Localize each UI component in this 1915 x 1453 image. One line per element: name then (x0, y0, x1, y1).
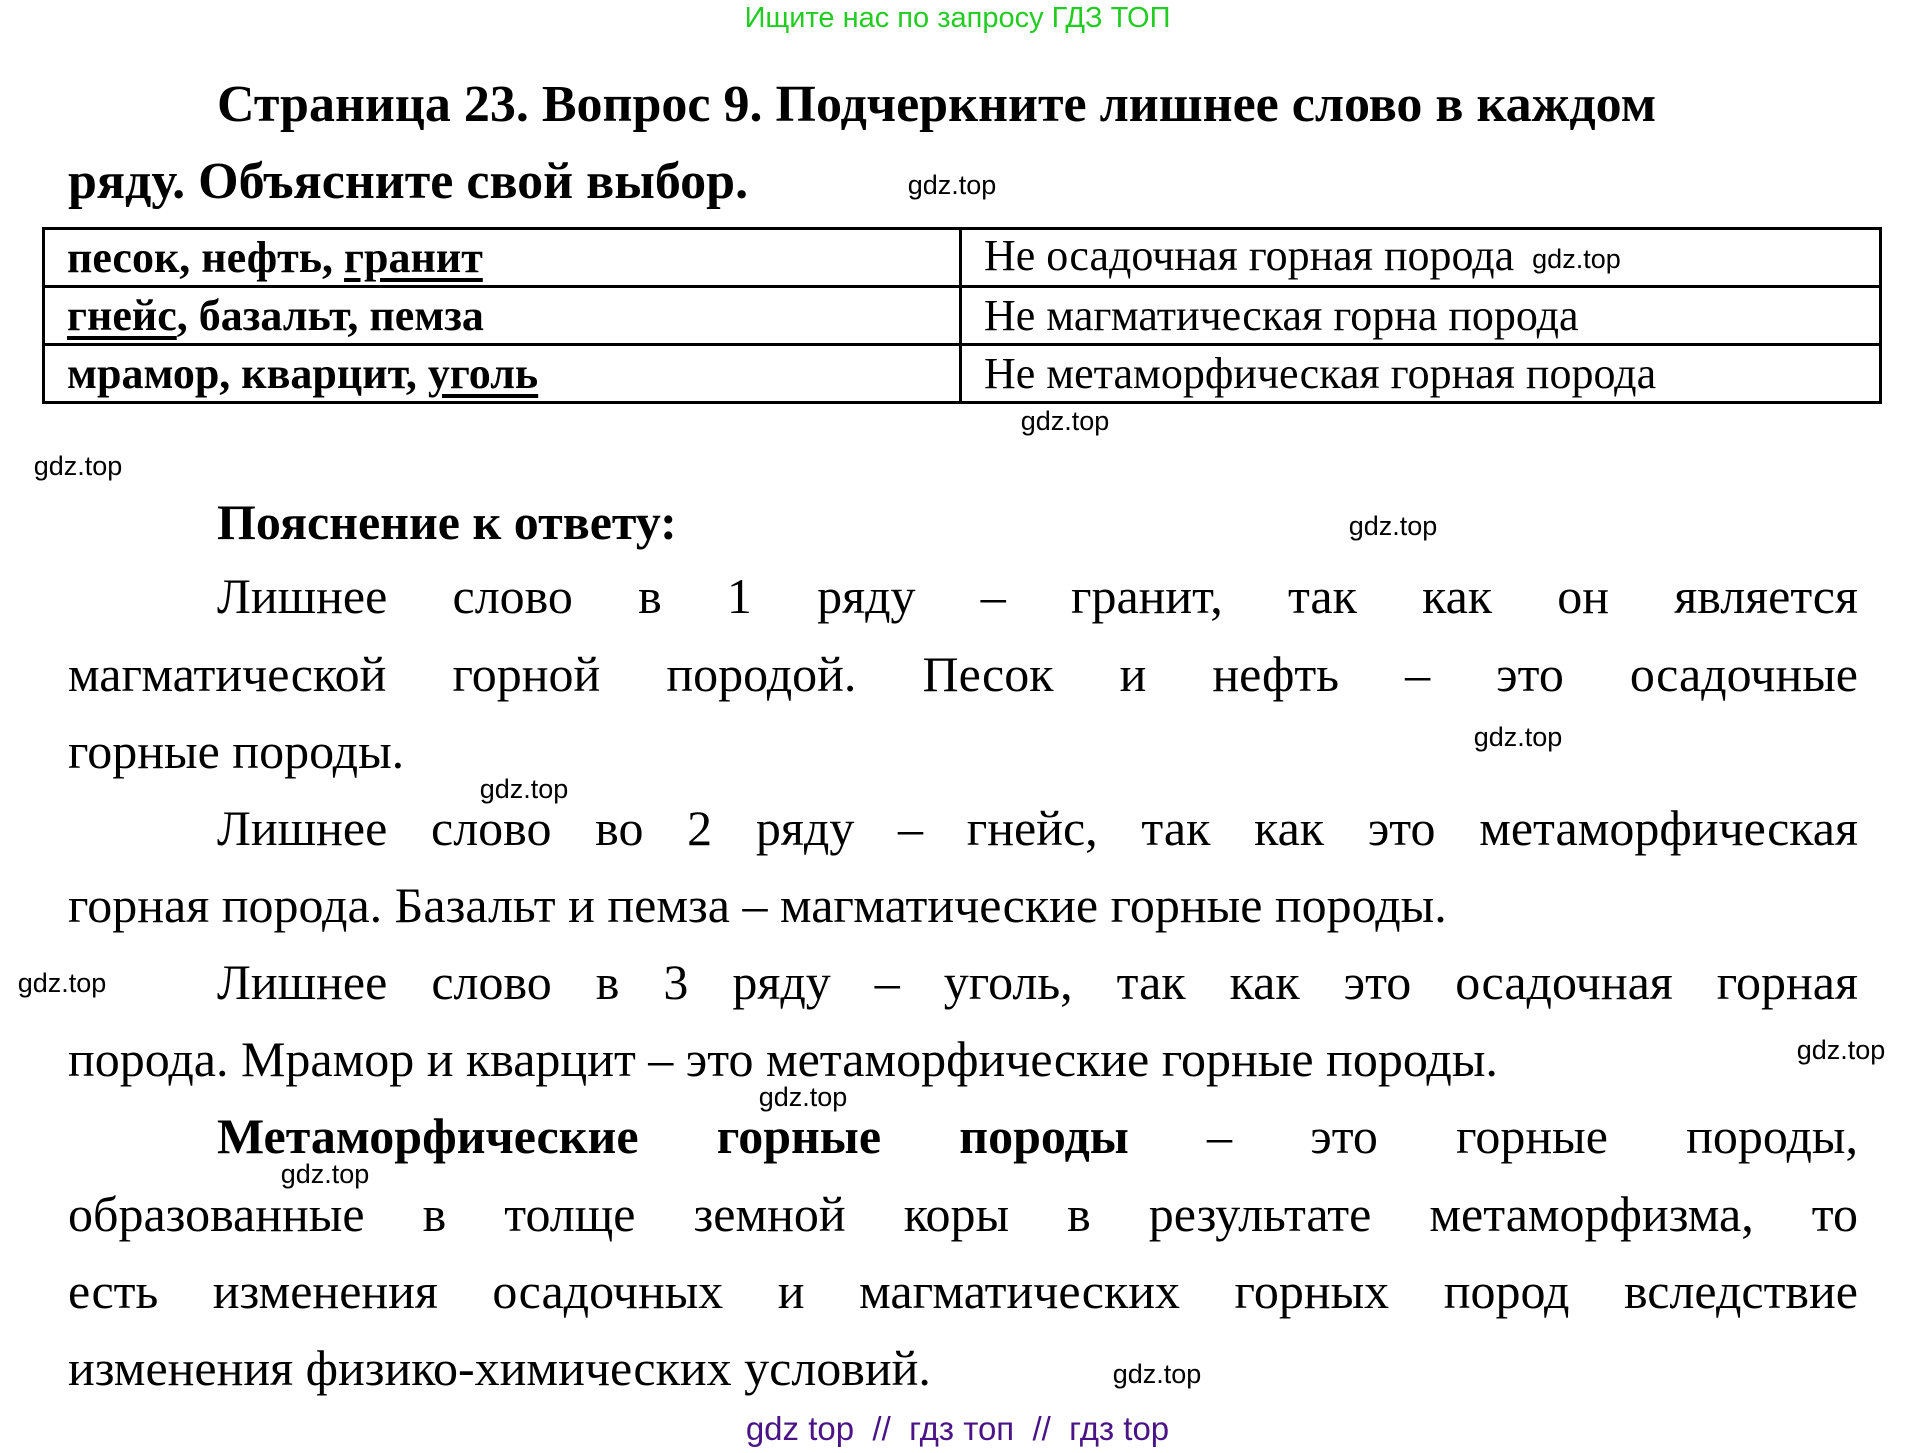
explanation-line: горные породы. (68, 723, 405, 779)
explanation-line: магматической горной породой. Песок и нефть – это осадочные (68, 646, 1858, 702)
answer-text: Не метаморфическая горная порода (984, 348, 1657, 398)
explanation-line: Лишнее слово во 2 ряду – гнейс, так как это метаморфическая (217, 800, 1858, 856)
odd-word: гранит (344, 232, 483, 282)
table-row (44, 345, 1881, 403)
explanation-heading: Пояснение к ответу: (217, 494, 677, 550)
answer-cell (961, 287, 1881, 345)
page-title-line-2: ряду. Объясните свой выбор. (68, 153, 749, 210)
watermark: gdz.top (1112, 1359, 1202, 1389)
footer-watermark: gdz top // гдз топ // гдз top (745, 1410, 1170, 1447)
words-cell (44, 287, 961, 345)
definition-line: есть изменения осадочных и магматических горных пород вследствие (68, 1263, 1858, 1319)
definition-line: изменения физико-химических условий. (68, 1340, 931, 1396)
watermark: gdz.top (17, 968, 107, 998)
watermark: gdz.top (1348, 511, 1438, 541)
explanation-line: горная порода. Базальт и пемза – магматические горные породы. (68, 877, 1447, 933)
definition-text: – это горные породы, (1128, 1108, 1858, 1164)
table-row (44, 287, 1881, 345)
answer-text: Не осадочная горная порода (984, 230, 1515, 280)
explanation-line: Лишнее слово в 3 ряду – уголь, так как это осадочная горная (217, 954, 1858, 1010)
answers-table (42, 227, 1882, 404)
answer-cell (961, 345, 1881, 403)
watermark: gdz.top (1796, 1035, 1886, 1065)
explanation-line: Лишнее слово в 1 ряду – гранит, так как он является (217, 568, 1858, 624)
words-text: мрамор, кварцит, (67, 348, 428, 398)
answer-text: Не магматическая горна порода (984, 290, 1579, 340)
explanation-line: порода. Мрамор и кварцит – это метаморфические горные породы. (68, 1031, 1498, 1087)
search-banner: Ищите нас по запросу ГДЗ ТОП (744, 2, 1171, 34)
table-row (44, 229, 1881, 287)
definition-line (217, 1108, 1858, 1164)
odd-word: гнейс (67, 290, 177, 340)
words-text: песок, нефть, (67, 232, 345, 282)
odd-word: уголь (427, 348, 539, 398)
words-text: , базальт, пемза (176, 290, 484, 340)
watermark: gdz.top (33, 451, 123, 481)
words-cell (44, 229, 961, 287)
watermark: gdz.top (758, 1082, 848, 1112)
answer-cell (961, 229, 1881, 287)
definition-term: Метаморфические горные породы (217, 1108, 1129, 1164)
watermark: gdz.top (1473, 722, 1563, 752)
watermark: gdz.top (280, 1159, 370, 1189)
page-title-line-1: Страница 23. Вопрос 9. Подчеркните лишнее слово в каждом (217, 76, 1657, 133)
definition-line: образованные в толще земной коры в результате метаморфизма, то (68, 1186, 1858, 1242)
watermark: gdz.top (1532, 244, 1621, 275)
watermark: gdz.top (479, 774, 569, 804)
words-cell (44, 345, 961, 403)
watermark: gdz.top (1020, 406, 1110, 436)
watermark: gdz.top (907, 170, 997, 200)
